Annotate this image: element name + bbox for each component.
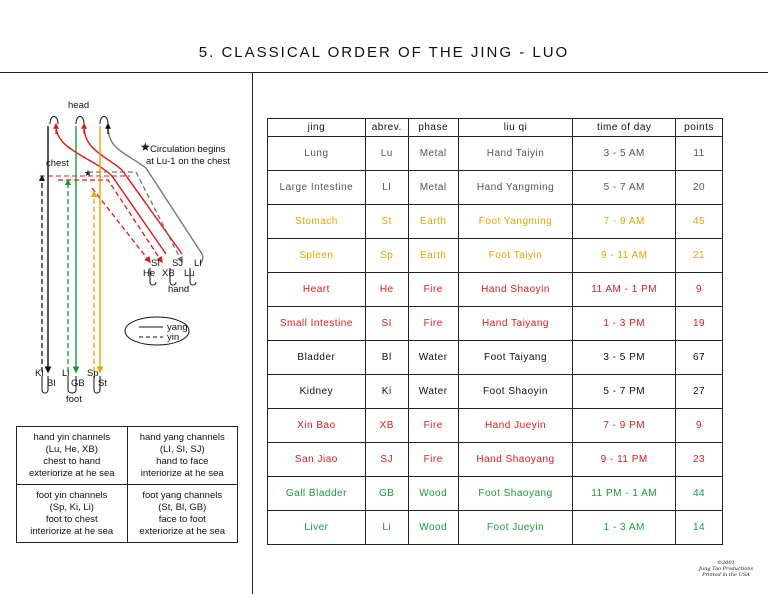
note-line-2: at Lu-1 on the chest [146,156,230,167]
table-row [268,171,723,205]
header-phase: phase [408,119,458,137]
table-row [268,375,723,409]
table-row [268,273,723,307]
table-row [268,443,723,477]
legend-yin: yin [167,332,180,343]
foot-yang-cell: foot yang channels (St, Bl, GB) face to foot exteriorize at he sea [127,485,238,543]
head-loop-1 [50,117,58,125]
cell-time: 1 - 3 PM [573,307,676,341]
cell-abrev: SJ [365,443,408,477]
header-time-of-day: time of day [573,119,676,137]
cell-jing: Small Intestine [268,307,366,341]
cell-abrev: Lu [365,137,408,171]
cell-phase: Fire [408,307,458,341]
cell-points: 19 [676,307,723,341]
cell-phase: Fire [408,443,458,477]
cell-points: 44 [676,477,723,511]
cell-abrev: Ki [365,375,408,409]
column-divider [252,72,253,594]
cell-time: 7 - 9 AM [573,205,676,239]
copyright-credit: ©2001 Jung Tao Productions Printed in the USA [698,560,754,578]
table-header-row [268,119,723,137]
foot-label: foot [66,394,82,405]
note-line-1: Circulation begins [150,144,226,155]
lu1-star-icon: ★ [84,168,93,178]
cell-time: 3 - 5 AM [573,137,676,171]
chest-label: chest [46,158,69,169]
cell-jing: Gall Bladder [268,477,366,511]
channel-direction-table [16,426,238,543]
head-loop-3 [100,117,108,125]
label-ki: Ki [35,368,44,379]
cell-abrev: He [365,273,408,307]
cell-phase: Water [408,375,458,409]
cell-jing: Kidney [268,375,366,409]
cell-liu-qi: Foot Yangming [458,205,573,239]
header-points: points [676,119,723,137]
table-row [268,137,723,171]
label-sp: Sp [87,368,99,379]
star-icon: ★ [140,140,151,154]
page-title: 5. CLASSICAL ORDER OF THE JING - LUO [198,44,570,61]
cell-points: 23 [676,443,723,477]
cell-phase: Fire [408,409,458,443]
cell-liu-qi: Hand Jueyin [458,409,573,443]
cell-abrev: LI [365,171,408,205]
label-gb: GB [71,378,85,389]
cell-liu-qi: Hand Shaoyang [458,443,573,477]
cell-phase: Wood [408,511,458,545]
head-loop-2 [76,117,84,125]
cell-points: 14 [676,511,723,545]
cell-points: 27 [676,375,723,409]
table-row [268,205,723,239]
cell-liu-qi: Foot Jueyin [458,511,573,545]
cell-points: 67 [676,341,723,375]
cell-phase: Earth [408,205,458,239]
cell-jing: Lung [268,137,366,171]
cell-time: 9 - 11 AM [573,239,676,273]
label-liver: Li [62,368,70,379]
cell-phase: Metal [408,137,458,171]
cell-abrev: St [365,205,408,239]
cell-phase: Metal [408,171,458,205]
cell-abrev: Bl [365,341,408,375]
cell-liu-qi: Hand Taiyang [458,307,573,341]
label-lu: Lu [184,268,195,279]
table-row [268,341,723,375]
hand-label: hand [168,284,190,295]
hand-yin-cell: hand yin channels (Lu, He, XB) chest to hand exteriorize at he sea [17,427,128,485]
cell-liu-qi: Hand Shaoyin [458,273,573,307]
cell-liu-qi: Hand Yangming [458,171,573,205]
cell-time: 11 PM - 1 AM [573,477,676,511]
cell-time: 5 - 7 AM [573,171,676,205]
cell-jing: Heart [268,273,366,307]
cell-time: 11 AM - 1 PM [573,273,676,307]
cell-abrev: Li [365,511,408,545]
cell-liu-qi: Foot Taiyang [458,341,573,375]
table-row [268,307,723,341]
cell-phase: Fire [408,273,458,307]
cell-phase: Wood [408,477,458,511]
header-liu-qi: liu qi [458,119,573,137]
cell-time: 7 - 9 PM [573,409,676,443]
label-si: SI [151,258,160,269]
foot-yin-cell: foot yin channels (Sp, Ki, Li) foot to chest interiorize at he sea [17,485,128,543]
cell-liu-qi: Foot Shaoyang [458,477,573,511]
cell-abrev: GB [365,477,408,511]
cell-jing: Xin Bao [268,409,366,443]
cell-liu-qi: Foot Shaoyin [458,375,573,409]
label-li: LI [194,258,202,269]
cell-jing: Bladder [268,341,366,375]
cell-time: 1 - 3 AM [573,511,676,545]
cell-time: 9 - 11 PM [573,443,676,477]
jing-luo-table [267,118,723,545]
cell-time: 5 - 7 PM [573,375,676,409]
cell-time: 3 - 5 PM [573,341,676,375]
channel-circulation-diagram [0,72,252,412]
label-bl: Bl [47,378,56,389]
cell-phase: Water [408,341,458,375]
cell-phase: Earth [408,239,458,273]
cell-abrev: Sp [365,239,408,273]
cell-liu-qi: Hand Taiyin [458,137,573,171]
cell-points: 9 [676,409,723,443]
head-label: head [68,100,90,111]
cell-abrev: SI [365,307,408,341]
cell-points: 20 [676,171,723,205]
table-row [268,239,723,273]
legend-yang: yang [167,322,188,333]
table-row [268,409,723,443]
cell-points: 11 [676,137,723,171]
header-abrev: abrev. [365,119,408,137]
cell-jing: Spleen [268,239,366,273]
cell-jing: San Jiao [268,443,366,477]
table-row [268,511,723,545]
cell-jing: Stomach [268,205,366,239]
cell-points: 9 [676,273,723,307]
xin-bao-channel [58,180,162,262]
hand-yang-cell: hand yang channels (LI, SI, SJ) hand to face interiorize at he sea [127,427,238,485]
table-row [268,477,723,511]
cell-points: 21 [676,239,723,273]
cell-liu-qi: Foot Taiyin [458,239,573,273]
lung-channel [88,172,182,262]
label-st: St [98,378,107,389]
header-jing: jing [268,119,366,137]
label-sj: SJ [172,258,184,269]
cell-jing: Liver [268,511,366,545]
cell-points: 45 [676,205,723,239]
cell-abrev: XB [365,409,408,443]
label-he: He [143,268,156,279]
cell-jing: Large Intestine [268,171,366,205]
label-xb: XB [162,268,175,279]
